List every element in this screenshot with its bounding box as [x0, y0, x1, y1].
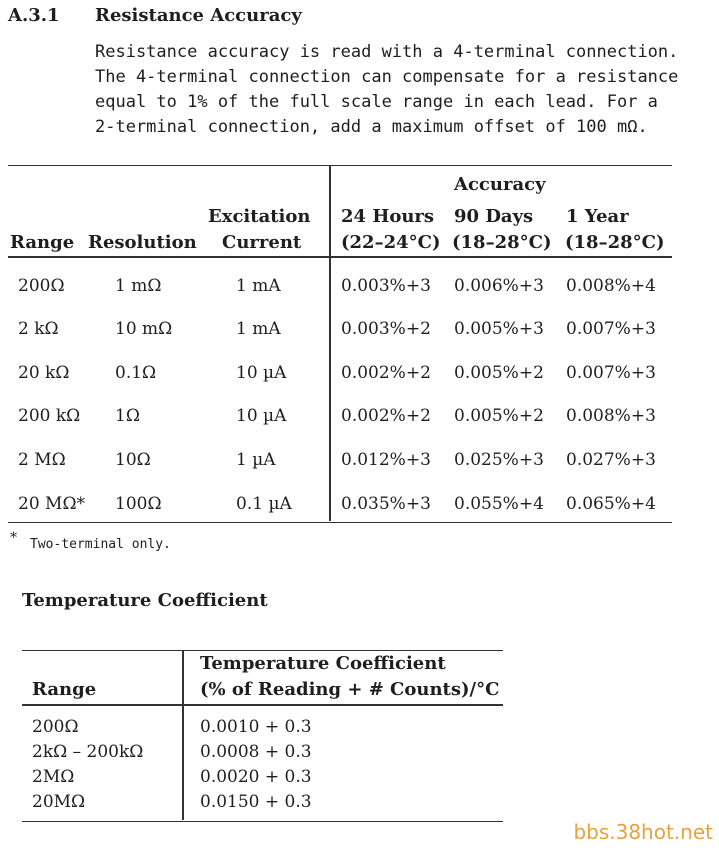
current-cell: 10 µA [236, 406, 287, 426]
accuracy-24h-cell: 0.035%+3 [341, 494, 431, 514]
range-cell: 200 kΩ [18, 406, 81, 426]
intro-paragraph [95, 40, 705, 140]
current-cell: 1 mA [236, 319, 281, 339]
resolution-cell: 10 mΩ [115, 319, 173, 339]
resolution-cell: 1Ω [115, 406, 140, 426]
coefficient-cell: 0.0010 + 0.3 [200, 717, 312, 737]
accuracy-24h-cell: 0.012%+3 [341, 450, 431, 470]
footnote-marker: * [10, 530, 17, 546]
range-cell: 2 kΩ [18, 319, 59, 339]
range-cell: 20MΩ [32, 792, 86, 812]
current-cell: 1 µA [236, 450, 276, 470]
excitation-header: Excitation [208, 206, 311, 227]
coefficient-cell: 0.0150 + 0.3 [200, 792, 312, 812]
resolution-cell: 100Ω [115, 494, 162, 514]
range-cell: 200Ω [18, 276, 65, 296]
current-cell: 1 mA [236, 276, 281, 296]
hours24-header: 24 Hours [341, 206, 435, 227]
resolution-header: Resolution [88, 232, 197, 253]
tc-header-line1: Temperature Coefficient [200, 653, 446, 674]
current-header: Current [222, 232, 302, 253]
hours24-temp-header: (22–24°C) [341, 232, 441, 253]
intro-line: equal to 1% of the full scale range in each lead. For a [95, 92, 658, 112]
resistance-accuracy-table [8, 165, 672, 523]
accuracy-90d-cell: 0.005%+2 [454, 363, 544, 383]
accuracy-90d-cell: 0.055%+4 [454, 494, 544, 514]
range-cell: 20 MΩ* [18, 494, 86, 514]
accuracy-90d-cell: 0.005%+3 [454, 319, 544, 339]
accuracy-24h-cell: 0.002%+2 [341, 406, 431, 426]
range-cell: 2kΩ – 200kΩ [32, 742, 144, 762]
range-header: Range [10, 232, 75, 253]
accuracy-1y-cell: 0.008%+4 [566, 276, 656, 296]
section-number: A.3.1 [8, 5, 60, 26]
accuracy-1y-cell: 0.065%+4 [566, 494, 656, 514]
current-cell: 10 µA [236, 363, 287, 383]
coefficient-cell: 0.0008 + 0.3 [200, 742, 312, 762]
intro-line: The 4-terminal connection can compensate for a resistance [95, 67, 679, 87]
header-rule [8, 256, 672, 258]
range-cell: 200Ω [32, 717, 79, 737]
accuracy-1y-cell: 0.027%+3 [566, 450, 656, 470]
resolution-cell: 0.1Ω [115, 363, 157, 383]
temperature-coefficient-table [22, 650, 503, 822]
range-cell: 2MΩ [32, 767, 75, 787]
accuracy-header: Accuracy [454, 174, 546, 195]
table-divider [182, 651, 184, 820]
header-rule [22, 704, 503, 706]
accuracy-24h-cell: 0.003%+2 [341, 319, 431, 339]
intro-line: 2-terminal connection, add a maximum offset of 100 mΩ. [95, 117, 648, 137]
range-cell: 20 kΩ [18, 363, 70, 383]
resolution-cell: 1 mΩ [115, 276, 162, 296]
resolution-cell: 10Ω [115, 450, 151, 470]
current-cell: 0.1 µA [236, 494, 292, 514]
accuracy-90d-cell: 0.005%+2 [454, 406, 544, 426]
days90-header: 90 Days [454, 206, 534, 227]
accuracy-1y-cell: 0.007%+3 [566, 319, 656, 339]
accuracy-90d-cell: 0.006%+3 [454, 276, 544, 296]
year1-header: 1 Year [566, 206, 629, 227]
footnote-text: Two-terminal only. [30, 537, 171, 552]
intro-line: Resistance accuracy is read with a 4-terminal connection. [95, 42, 679, 62]
coefficient-cell: 0.0020 + 0.3 [200, 767, 312, 787]
temperature-coefficient-title: Temperature Coefficient [22, 590, 268, 611]
accuracy-24h-cell: 0.002%+2 [341, 363, 431, 383]
days90-temp-header: (18–28°C) [452, 232, 552, 253]
section-title: Resistance Accuracy [95, 5, 302, 26]
range-cell: 2 MΩ [18, 450, 66, 470]
tc-range-header: Range [32, 679, 97, 700]
accuracy-24h-cell: 0.003%+3 [341, 276, 431, 296]
tc-header-line2: (% of Reading + # Counts)/°C [200, 679, 500, 700]
table-divider [329, 166, 331, 521]
accuracy-90d-cell: 0.025%+3 [454, 450, 544, 470]
year1-temp-header: (18–28°C) [565, 232, 665, 253]
watermark: bbs.38hot.net [573, 820, 713, 844]
accuracy-1y-cell: 0.007%+3 [566, 363, 656, 383]
accuracy-1y-cell: 0.008%+3 [566, 406, 656, 426]
